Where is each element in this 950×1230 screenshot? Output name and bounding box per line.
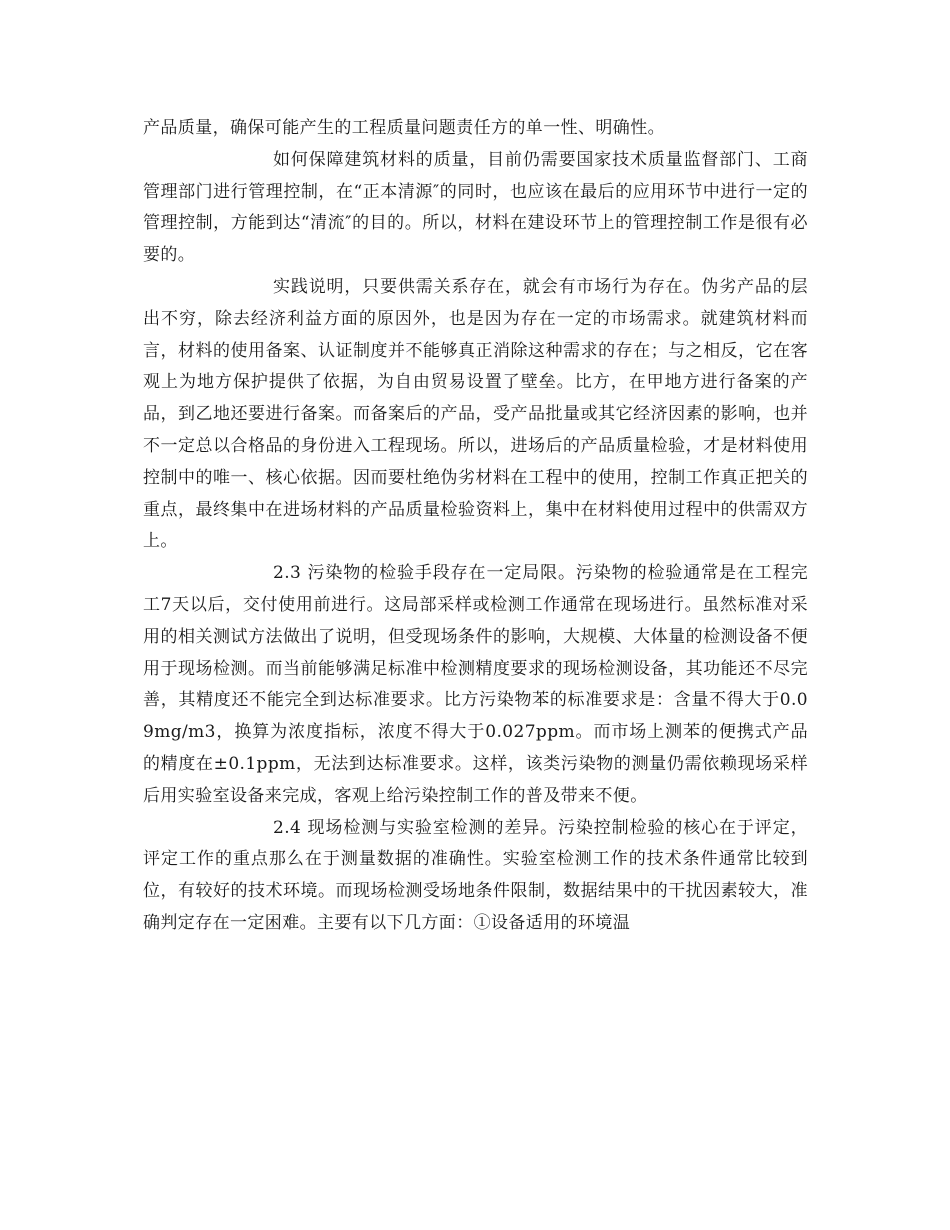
paragraph-material-quality: 如何保障建筑材料的质量，目前仍需要国家技术质量监督部门、工商管理部门进行管理控制，在“正本清源″的同时，也应该在最后的应用环节中进行一定的管理控制，方能到达“清流″的目的。所以，材料在建设环节上的管理控制工作是很有必要的。 bbox=[143, 149, 808, 266]
paragraph-market-demand: 实践说明，只要供需关系存在，就会有市场行为存在。伪劣产品的层出不穷，除去经济利益方面的原因外，也是因为存在一定的市场需求。就建筑材料而言，材料的使用备案、认证制度并不能够真正消除这种需求的存在；与之相反，它在客观上为地方保护提供了依据，为自由贸易设置了壁垒。比方，在甲地方进行备案的产品，到乙地还要进行备案。而备案后的产品，受产品批量或其它经济因素的影响，也并不一定总以合格品的身份进入工程现场。所以，进场后的产品质量检验，才是材料使用控制中的唯一、核心依据。因而要杜绝伪劣材料在工程中的使用，控制工作真正把关的重点，最终集中在进场材料的产品质量检验资料上，集中在材料使用过程中的供需双方上。 bbox=[143, 276, 808, 552]
paragraph-continuation: 产品质量，确保可能产生的工程质量问题责任方的单一性、明确性。 bbox=[143, 118, 665, 138]
paragraph-section-2-4: 2.4 现场检测与实验室检测的差异。污染控制检验的核心在于评定，评定工作的重点那么在于测量数据的准确性。实验室检测工作的技术条件通常比较到位，有较好的技术环境。而现场检测受场地条件限制，数据结果中的干扰因素较大，准确判定存在一定困难。主要有以下几方面：①设备适用的环境温 bbox=[143, 817, 808, 933]
paragraph-section-2-3: 2.3 污染物的检验手段存在一定局限。污染物的检验通常是在工程完工7天以后，交付使用前进行。这局部采样或检测工作通常在现场进行。虽然标准对采用的相关测试方法做出了说明，但受现场条件的影响，大规模、大体量的检测设备不便用于现场检测。而当前能够满足标准中检测精度要求的现场检测设备，其功能还不尽完善，其精度还不能完全到达标准要求。比方污染物苯的标准要求是：含量不得大于0.09mg/m3，换算为浓度指标，浓度不得大于0.027ppm。而市场上测苯的便携式产品的精度在±0.1ppm，无法到达标准要求。这样，该类污染物的测量仍需依赖现场采样后用实验室设备来完成，客观上给污染控制工作的普及带来不便。 bbox=[143, 563, 808, 806]
document-body bbox=[143, 113, 808, 940]
